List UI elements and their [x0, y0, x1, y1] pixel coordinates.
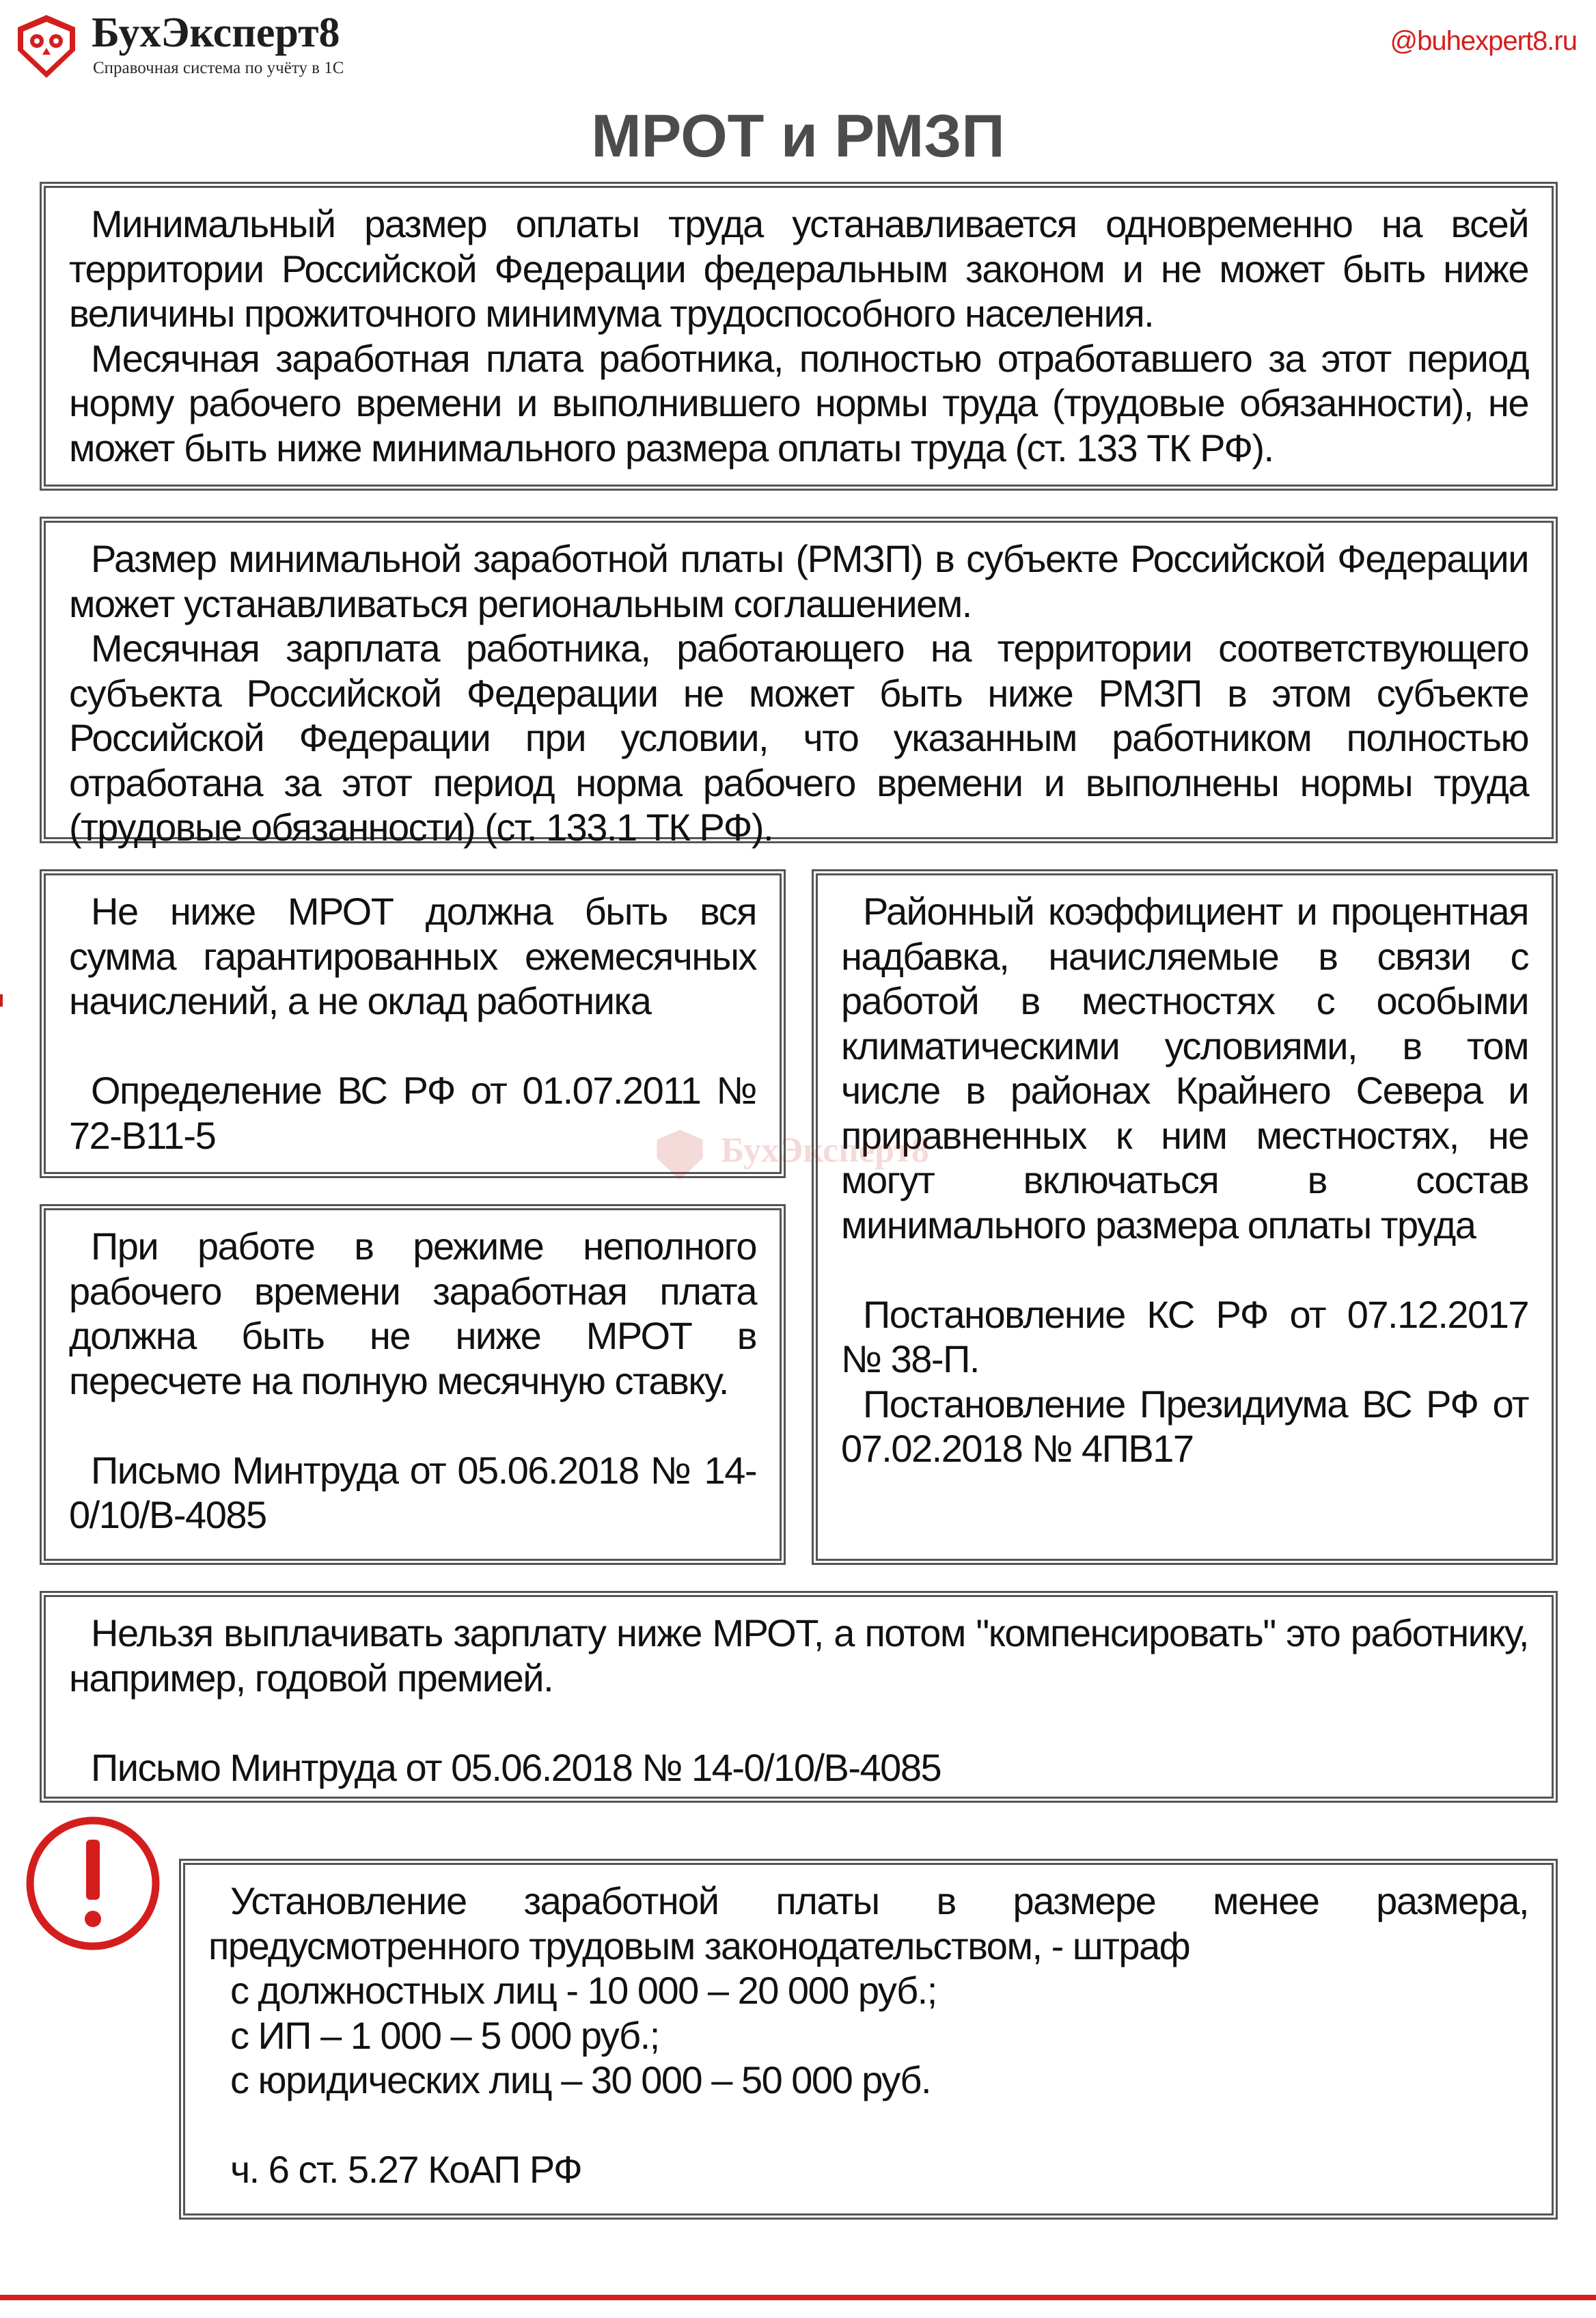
fine-legal-entities: с юридических лиц – 30 000 – 50 000 руб.: [230, 2058, 931, 2101]
fine-officials: с должностных лиц - 10 000 – 20 000 руб.;: [230, 1969, 937, 2012]
guaranteed-accruals-text: Не ниже МРОТ должна быть вся сумма гарантированных ежемесячных начислений, а не оклад работника: [69, 890, 756, 1022]
owl-logo-icon: [12, 12, 81, 81]
watermark-text: БухЭксперт8: [721, 1131, 929, 1170]
guaranteed-accruals-reference: Определение ВС РФ от 01.07.2011 № 72-В11-5: [69, 1069, 756, 1157]
rmzp-definition-box: [40, 517, 1558, 849]
watermark: [652, 1128, 939, 1182]
mrot-paragraph-1: Минимальный размер оплаты труда устанавливается одновременно на всей территории Российской Федерации федеральным законом и не может быть ниже величины прожиточного минимума трудоспособного населения.: [69, 202, 1528, 335]
rmzp-paragraph-1: Размер минимальной заработной платы (РМЗП) в субъекте Российской Федерации может устанавливаться региональным соглашением.: [69, 537, 1528, 625]
fine-entrepreneurs: с ИП – 1 000 – 5 000 руб.;: [230, 2013, 659, 2057]
exclamation-circle-icon: [23, 1814, 163, 1953]
brand-name: БухЭксперт8: [92, 10, 340, 56]
part-time-text: При работе в режиме неполного рабочего времени заработная плата должна быть не ниже МРОТ в пересчете на полную месячную ставку.: [69, 1225, 756, 1402]
brand-logo: [12, 10, 450, 85]
fine-reference: ч. 6 ст. 5.27 КоАП РФ: [230, 2148, 582, 2191]
regional-coefficient-text: Районный коэффициент и процентная надбавка, начисляемые в связи с работой в местностях с особыми климатическими условиями, в том числе в районах Крайнего Севера и приравненных к ним местностях, не могут включаться в состав минимального размера оплаты труда: [841, 890, 1528, 1246]
regional-coefficient-reference-2: Постановление Президиума ВС РФ от 07.02.2018 № 4ПВ17: [841, 1382, 1528, 1470]
part-time-box: [40, 1204, 786, 1565]
fine-box: [179, 1859, 1558, 2220]
edge-mark: [0, 994, 3, 1007]
compensation-reference: Письмо Минтруда от 05.06.2018 № 14-0/10/В-4085: [91, 1745, 941, 1789]
compensation-box: [40, 1591, 1558, 1803]
mrot-paragraph-2: Месячная заработная плата работника, полностью отработавшего за этот период норму рабочего времени и выполнившего нормы труда (трудовые обязанности), не может быть ниже минимального размера оплаты труда (ст. 133 ТК РФ).: [69, 336, 1528, 469]
regional-coefficient-box: [812, 869, 1558, 1565]
site-link[interactable]: @buhexpert8.ru: [1390, 26, 1577, 56]
owl-logo-icon: [652, 1128, 707, 1182]
rmzp-paragraph-2: Месячная зарплата работника, работающего на территории соответствующего субъекта Российской Федерации не может быть ниже РМЗП в этом субъекте Российской Федерации при условии, что указанным работником полностью отработана за этот период норма рабочего времени и выполнены нормы труда (трудовые обязанности) (ст. 133.1 ТК РФ).: [69, 627, 1528, 849]
regional-coefficient-reference-1: Постановление КС РФ от 07.12.2017 № 38-П.: [841, 1292, 1528, 1380]
fine-text: Установление заработной платы в размере менее размера, предусмотренного трудовым законодательством, - штраф: [208, 1879, 1528, 1967]
part-time-reference: Письмо Минтруда от 05.06.2018 № 14-0/10/В-4085: [69, 1448, 756, 1536]
mrot-definition-box: [40, 182, 1558, 491]
brand-tagline: Справочная система по учёту в 1С: [93, 59, 344, 77]
compensation-text: Нельзя выплачивать зарплату ниже МРОТ, а потом "компенсировать" это работнику, например, годовой премией.: [69, 1611, 1528, 1700]
footer-divider: [0, 2295, 1596, 2300]
page-title: МРОТ и РМЗП: [591, 102, 1005, 169]
